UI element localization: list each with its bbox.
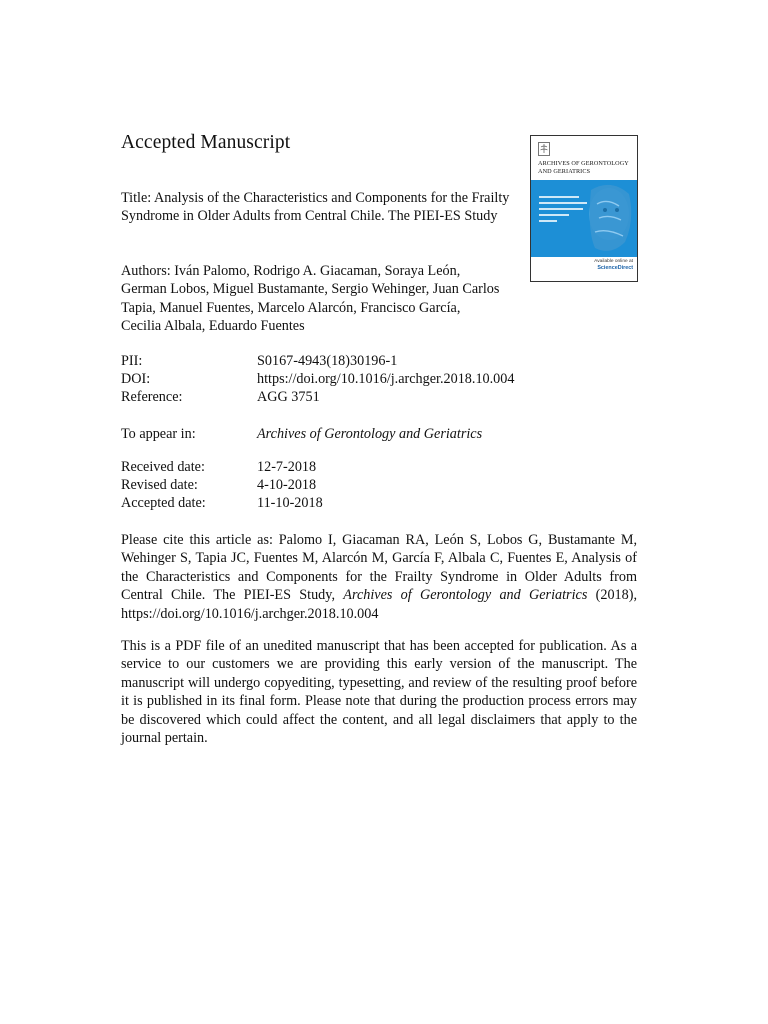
pii-row xyxy=(121,352,514,370)
pii-label: PII: xyxy=(121,353,143,369)
accepted-label: Accepted date: xyxy=(121,495,206,512)
dates-block xyxy=(121,458,323,513)
revised-label: Revised date: xyxy=(121,477,198,494)
appear-row xyxy=(121,425,482,443)
revised-row xyxy=(121,476,323,494)
received-label: Received date: xyxy=(121,459,205,475)
citation-journal: Archives of Gerontology and Geriatrics xyxy=(343,587,588,604)
cover-text-lines xyxy=(539,196,591,226)
reference-value: AGG 3751 xyxy=(257,389,320,406)
revised-value: 4-10-2018 xyxy=(257,477,317,494)
received-value: 12-7-2018 xyxy=(257,459,317,475)
journal-name: Archives of Gerontology and Geriatrics xyxy=(257,426,483,442)
appear-block xyxy=(121,425,482,443)
available-online-text: Available online at xyxy=(594,259,633,264)
citation-suffix: (2018), https://doi.org/10.1016/j.archger.2018.10.004 xyxy=(121,587,637,622)
pii-value: S0167-4943(18)30196-1 xyxy=(257,353,398,369)
doi-label: DOI: xyxy=(121,371,151,388)
cover-title-line2: AND GERIATRICS xyxy=(538,168,591,175)
cover-journal-title xyxy=(538,160,634,176)
cover-title-line1: ARCHIVES OF GERONTOLOGY xyxy=(538,160,629,167)
citation-paragraph xyxy=(121,531,637,623)
doi-link[interactable]: https://doi.org/10.1016/j.archger.2018.10.004 xyxy=(257,371,515,388)
elsevier-logo-icon xyxy=(538,142,550,156)
sciencedirect-mark xyxy=(594,259,633,272)
received-row xyxy=(121,458,323,476)
cover-footer xyxy=(531,257,637,281)
doi-row xyxy=(121,370,514,388)
accepted-row xyxy=(121,494,323,512)
journal-cover xyxy=(530,135,638,282)
citation-prefix: Please cite this article as: Palomo I, Giacaman RA, León S, Lobos G, Bustamante M, Wehinger S, Tapia JC, Fuentes M, Alarcón M, García F, Albala C, Fuentes E, Analysis of the Characteristics and Components for the Frailty Syndrome in Older Adults from Central Chile. The PIEI-ES Study, xyxy=(121,532,637,604)
reference-label: Reference: xyxy=(121,389,183,406)
accepted-value: 11-10-2018 xyxy=(257,495,323,512)
sciencedirect-text: ScienceDirect xyxy=(597,265,633,271)
article-title: Title: Analysis of the Characteristics and Components for the Frailty Syndrome in Older Adults from Central Chile. The PIEI-ES Study xyxy=(121,190,510,225)
reference-row xyxy=(121,388,514,406)
identifier-block xyxy=(121,352,514,407)
article-authors: Authors: Iván Palomo, Rodrigo A. Giacaman, Soraya León, German Lobos, Miguel Bustamante, Sergio Wehinger, Juan Carlos Tapia, Manuel Fuentes, Marcelo Alarcón, Francisco García, Cecilia Albala, Eduardo Fuentes xyxy=(121,263,500,335)
manuscript-notice: This is a PDF file of an unedited manuscript that has been accepted for publication. As a service to our customers we are providing this early version of the manuscript. The manuscript will undergo copyediting, typesetting, and review of the resulting proof before it is published in its final form. Please note that during the production process errors may be discovered which could affect the content, and all legal disclaimers that apply to the journal pertain. xyxy=(121,638,637,747)
page-heading: Accepted Manuscript xyxy=(121,132,291,153)
appear-label: To appear in: xyxy=(121,426,196,442)
